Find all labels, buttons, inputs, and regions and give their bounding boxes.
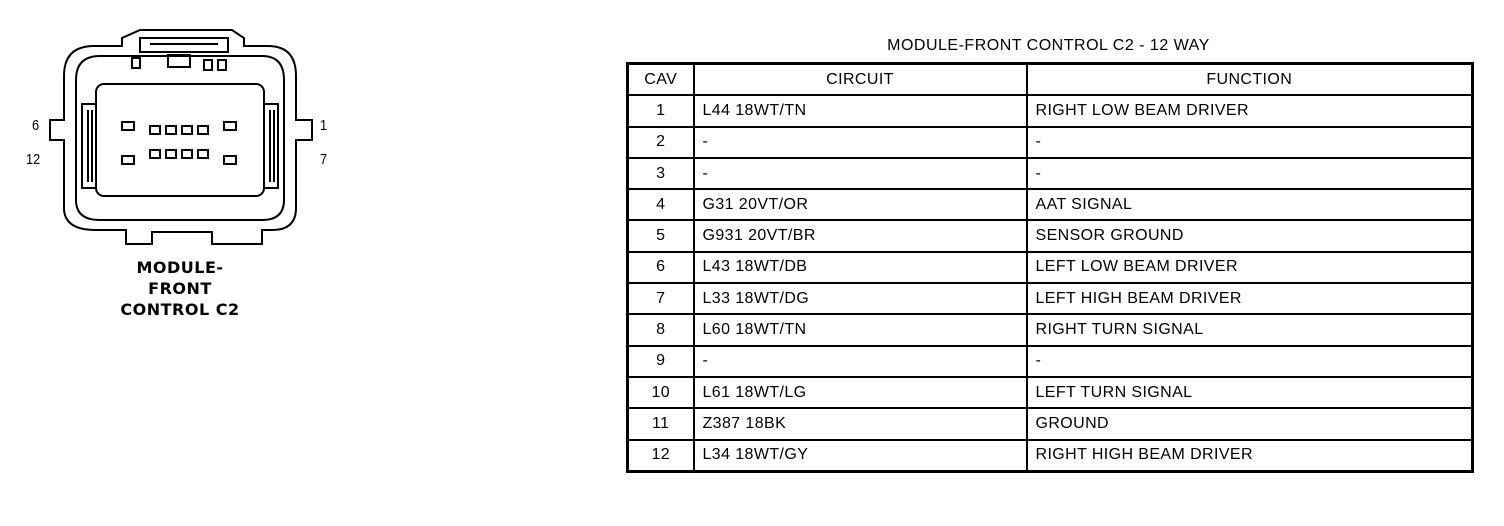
- cell-function: -: [1027, 158, 1473, 189]
- cell-circuit: -: [694, 158, 1027, 189]
- cell-cav: 9: [628, 346, 694, 377]
- connector-diagram: [0, 0, 360, 340]
- header-cav: CAV: [628, 64, 694, 96]
- table-row: [628, 220, 1473, 251]
- table-body: [628, 95, 1473, 471]
- cell-function: RIGHT TURN SIGNAL: [1027, 314, 1473, 345]
- cell-function: -: [1027, 346, 1473, 377]
- cell-circuit: L44 18WT/TN: [694, 95, 1027, 126]
- cell-cav: 4: [628, 189, 694, 220]
- cell-cav: 10: [628, 377, 694, 408]
- connector-name-line-2: FRONT: [148, 279, 212, 298]
- cell-circuit: -: [694, 346, 1027, 377]
- pin-label-6: 6: [32, 117, 40, 134]
- cell-cav: 8: [628, 314, 694, 345]
- table-row: [628, 346, 1473, 377]
- cell-cav: 12: [628, 440, 694, 472]
- cell-circuit: Z387 18BK: [694, 408, 1027, 439]
- table-row: [628, 408, 1473, 439]
- cell-cav: 3: [628, 158, 694, 189]
- table-header-row: [628, 64, 1473, 96]
- cell-circuit: -: [694, 127, 1027, 158]
- cell-circuit: L33 18WT/DG: [694, 283, 1027, 314]
- header-function: FUNCTION: [1027, 64, 1473, 96]
- cell-function: RIGHT LOW BEAM DRIVER: [1027, 95, 1473, 126]
- cell-cav: 7: [628, 283, 694, 314]
- cell-cav: 11: [628, 408, 694, 439]
- pinout-table: [626, 62, 1474, 473]
- table-row: [628, 189, 1473, 220]
- table-row: [628, 314, 1473, 345]
- cell-function: LEFT TURN SIGNAL: [1027, 377, 1473, 408]
- cell-circuit: L60 18WT/TN: [694, 314, 1027, 345]
- cell-function: RIGHT HIGH BEAM DRIVER: [1027, 440, 1473, 472]
- cell-function: AAT SIGNAL: [1027, 189, 1473, 220]
- connector-name-line-3: CONTROL C2: [120, 300, 240, 319]
- table-row: [628, 283, 1473, 314]
- cell-function: LEFT LOW BEAM DRIVER: [1027, 252, 1473, 283]
- connector-face-drawing: [0, 0, 360, 260]
- table-row: [628, 127, 1473, 158]
- cell-circuit: G931 20VT/BR: [694, 220, 1027, 251]
- connector-name: [100, 257, 260, 320]
- cell-circuit: G31 20VT/OR: [694, 189, 1027, 220]
- cell-function: -: [1027, 127, 1473, 158]
- cell-cav: 1: [628, 95, 694, 126]
- table-row: [628, 158, 1473, 189]
- table-row: [628, 377, 1473, 408]
- table-row: [628, 95, 1473, 126]
- cell-circuit: L43 18WT/DB: [694, 252, 1027, 283]
- table-row: [628, 440, 1473, 472]
- cell-function: SENSOR GROUND: [1027, 220, 1473, 251]
- cell-circuit: L61 18WT/LG: [694, 377, 1027, 408]
- cell-function: GROUND: [1027, 408, 1473, 439]
- table-title: MODULE-FRONT CONTROL C2 - 12 WAY: [887, 37, 1210, 54]
- cell-cav: 2: [628, 127, 694, 158]
- cell-cav: 5: [628, 220, 694, 251]
- header-circuit: CIRCUIT: [694, 64, 1027, 96]
- cell-cav: 6: [628, 252, 694, 283]
- pin-label-12: 12: [26, 151, 41, 168]
- cell-circuit: L34 18WT/GY: [694, 440, 1027, 472]
- pin-label-7: 7: [320, 151, 328, 168]
- table-row: [628, 252, 1473, 283]
- cell-function: LEFT HIGH BEAM DRIVER: [1027, 283, 1473, 314]
- connector-name-line-1: MODULE-: [136, 258, 224, 277]
- pin-label-1: 1: [320, 117, 328, 134]
